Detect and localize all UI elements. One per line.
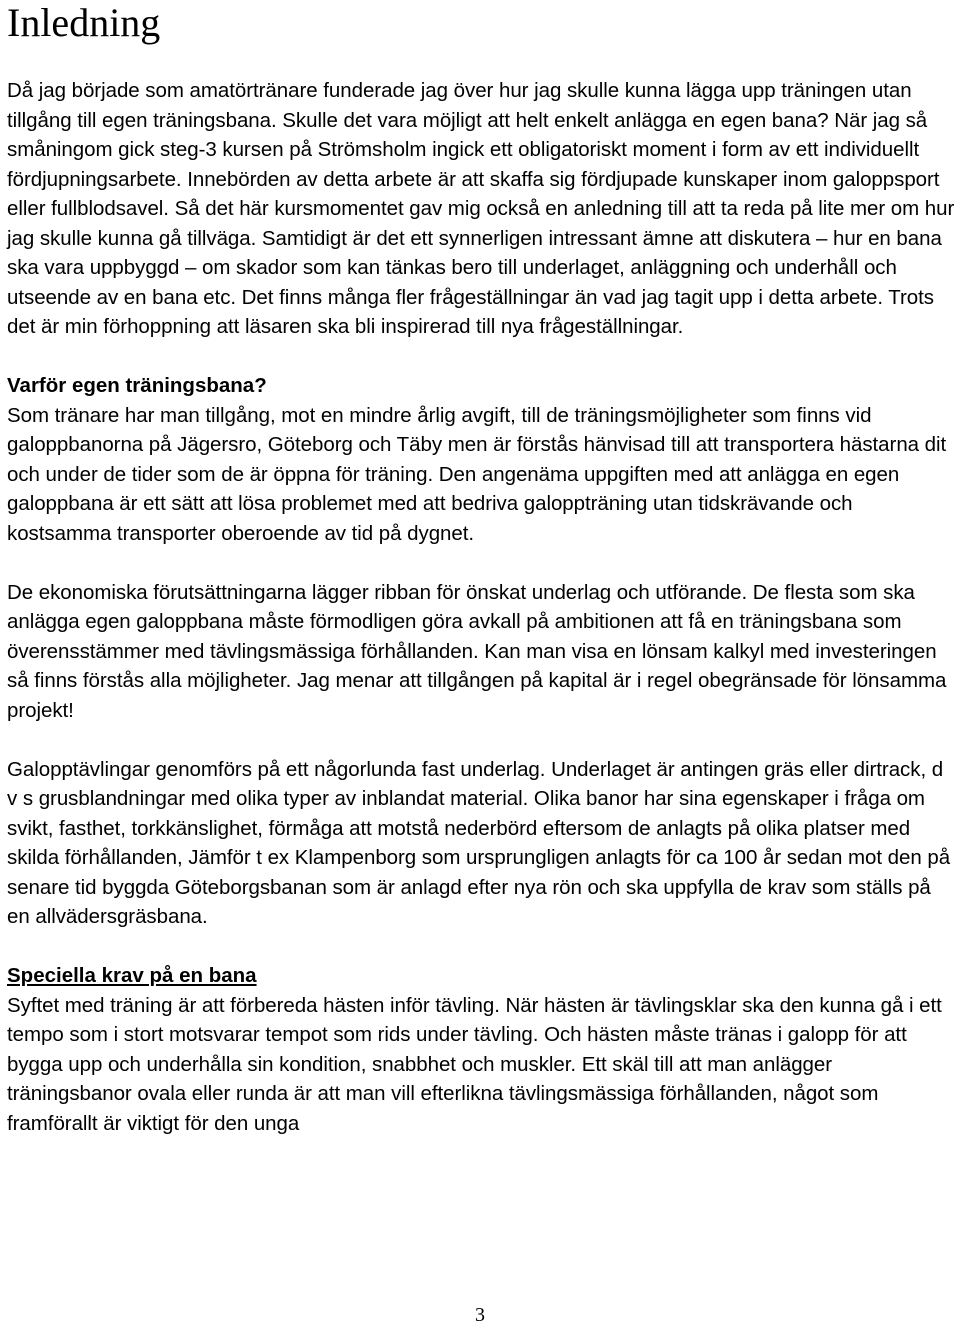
paragraph-spacer <box>7 342 955 372</box>
paragraph-spacer <box>7 548 955 578</box>
paragraph-spacer <box>7 932 955 962</box>
section1-paragraph-1: Som tränare har man tillgång, mot en mindre årlig avgift, till de träningsmöjligheter som finns vid galoppbanorna på Jägersro, Göteborg och Täby men är förstås hänvisad till att transportera hästarna dit och under de tider som de är öppna för träning. Den angenäma uppgiften med att anlägga en egen galoppbana är ett sätt att lösa problemet med att bedriva galoppträning utan tidskrävande och kostsamma transporter oberoende av tid på dygnet. <box>7 403 947 545</box>
page-number: 3 <box>475 1304 485 1326</box>
section-heading-why-own-track: Varför egen träningsbana? <box>7 374 267 397</box>
section2-paragraph-1: Syftet med träning är att förbereda hästen inför tävling. När hästen är tävlingsklar ska den kunna gå i ett tempo som i stort motsvarar tempot som rids under tävling. Och hästen måste tränas i galopp för att bygga upp och underhålla sin kondition, snabbhet och muskler. Ett skäl till att man anlägger träningsbanor ovala eller runda är att man vill efterlikna tävlingsmässiga förhållanden, något som framförallt är viktigt för den unga <box>7 993 942 1135</box>
intro-paragraph: Då jag började som amatörtränare funderade jag över hur jag skulle kunna lägga upp träningen utan tillgång till egen träningsbana. Skulle det vara möjligt att helt enkelt anlägga en egen bana? När jag så småningom gick steg-3 kursen på Strömsholm ingick ett obligatoriskt moment i form av ett individuellt fördjupningsarbete. Innebörden av detta arbete är att skaffa sig fördjupade kunskaper inom galoppsport eller fullblodsavel. Så det här kursmomentet gav mig också en anledning till att ta reda på lite mer om hur jag skulle kunna gå tillväga. Samtidigt är det ett synnerligen intressant ämne att diskutera – hur en bana ska vara uppbyggd – om skador som kan tänkas bero till underlaget, anläggning och underhåll och utseende av en bana etc. Det finns många fler frågeställningar än vad jag tagit upp i detta arbete. Trots det är min förhoppning att läsaren ska bli inspirerad till nya frågeställningar. <box>7 79 955 338</box>
section1-paragraph-2: De ekonomiska förutsättningarna lägger ribban för önskat underlag och utförande. De flesta som ska anlägga egen galoppbana måste förmodligen göra avkall på ambitionen att få en träningsbana som överensstämmer med tävlingsmässiga förhållanden. Kan man visa en lönsam kalkyl med investeringen så finns förstås alla möjligheter. Jag menar att tillgången på kapital är i regel obegränsade för lönsamma projekt! <box>7 580 947 722</box>
paragraph-spacer <box>7 725 955 755</box>
page-title: Inledning <box>7 0 161 45</box>
section-heading-special-requirements: Speciella krav på en bana <box>7 964 257 987</box>
section1-paragraph-3: Galopptävlingar genomförs på ett någorlunda fast underlag. Underlaget är antingen gräs eller dirtrack, d v s grusblandningar med olika typer av inblandat material. Olika banor har sina egenskaper i fråga om svikt, fasthet, torkkänslighet, förmåga att motstå nederbörd eftersom de anlagts på olika platser med skilda förhållanden, Jämför t ex Klampenborg som ursprungligen anlagts för ca 100 år sedan mot den på senare tid byggda Göteborgsbanan som är anlagd efter nya rön och ska uppfylla de krav som ställs på en allvädersgräsbana. <box>7 757 951 928</box>
document-page <box>7 0 955 1138</box>
